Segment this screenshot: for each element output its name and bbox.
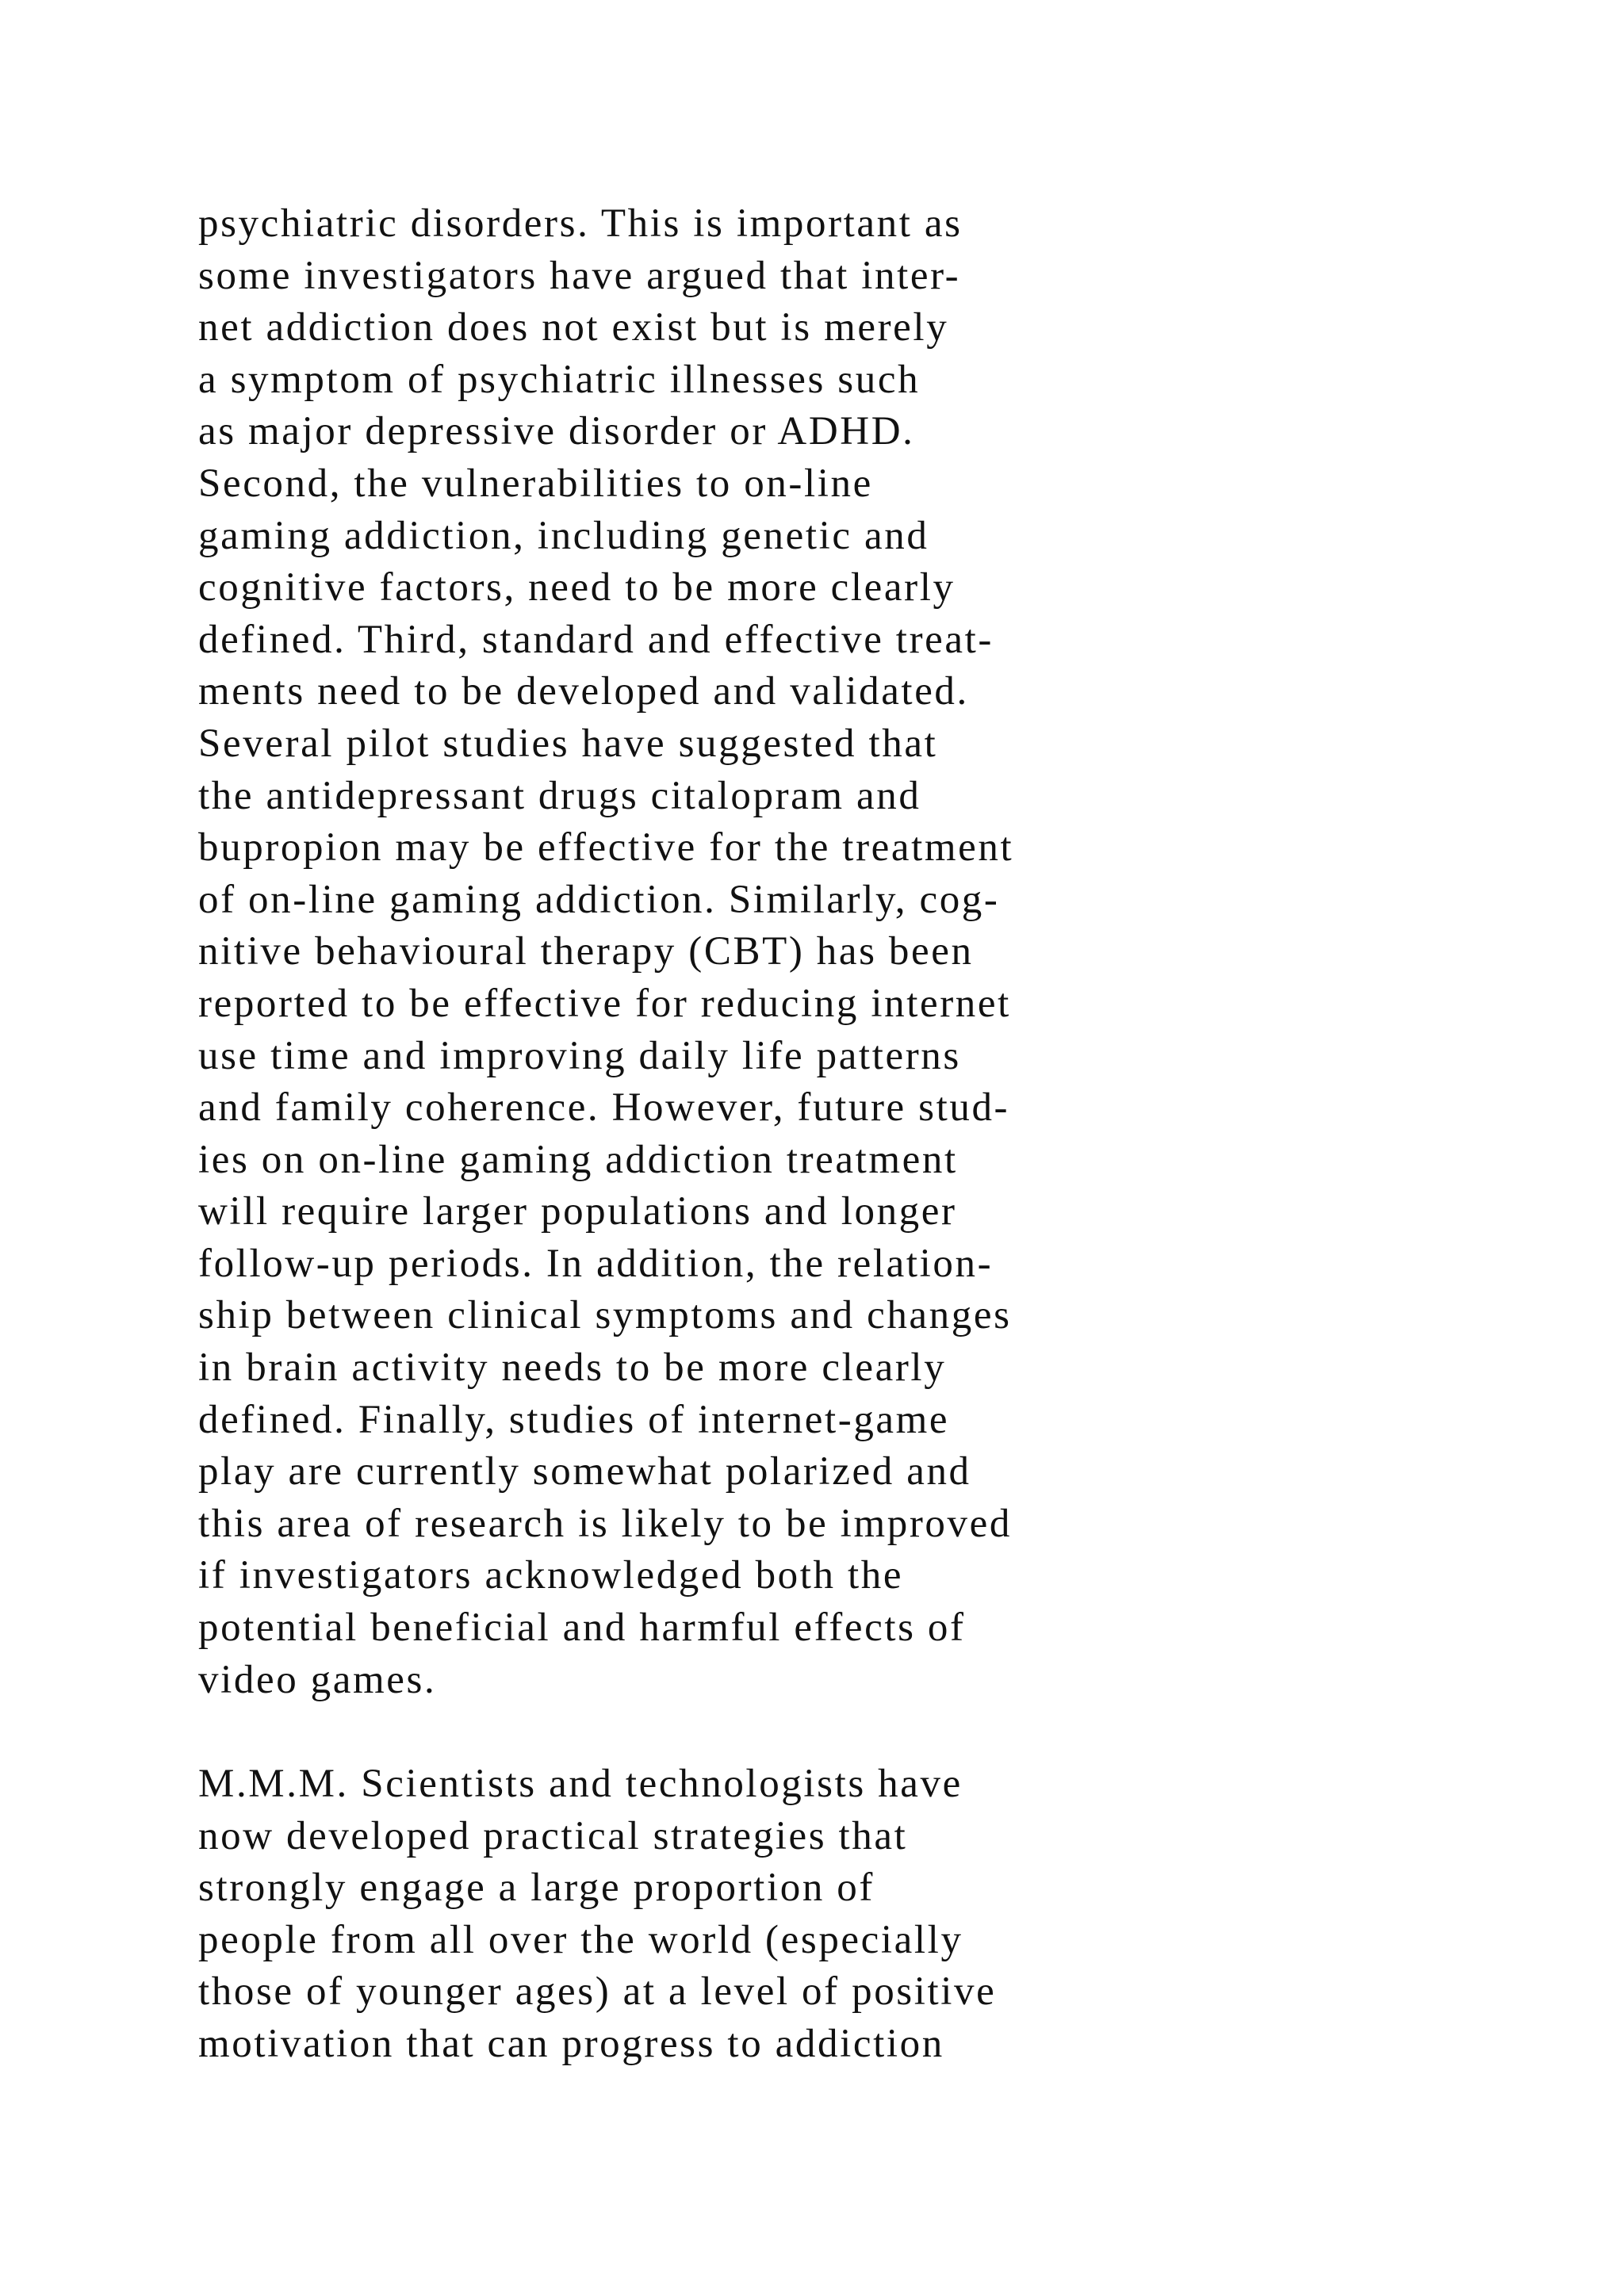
text-line: motivation that can progress to addiction: [198, 2021, 944, 2066]
text-line: Second, the vulnerabilities to on-line: [198, 461, 873, 506]
text-line: of on-line gaming addiction. Similarly, cog-: [198, 877, 1000, 922]
text-line: ments need to be developed and validated.: [198, 669, 969, 714]
text-line: net addiction does not exist but is merely: [198, 305, 949, 350]
text-line: will require larger populations and longer: [198, 1189, 957, 1234]
text-line: if investigators acknowledged both the: [198, 1553, 904, 1598]
text-line: bupropion may be effective for the treatment: [198, 825, 1014, 871]
text-line: M.M.M. Scientists and technologists have: [198, 1762, 963, 1806]
text-line: in brain activity needs to be more clearly: [198, 1345, 947, 1391]
body-paragraph-2: [198, 1758, 1308, 2071]
text-line: this area of research is likely to be improved: [198, 1501, 1012, 1546]
text-line: nitive behavioural therapy (CBT) has been: [198, 929, 974, 974]
text-line: ies on on-line gaming addiction treatment: [198, 1137, 958, 1182]
text-line: some investigators have argued that inter-: [198, 253, 961, 298]
text-line: gaming addiction, including genetic and: [198, 513, 929, 558]
text-line: strongly engage a large proportion of: [198, 1866, 875, 1911]
text-line: defined. Finally, studies of internet-game: [198, 1397, 950, 1442]
text-line: play are currently somewhat polarized and: [198, 1449, 971, 1494]
text-line: and family coherence. However, future stud-: [198, 1085, 1010, 1131]
text-line: video games.: [198, 1657, 437, 1702]
text-line: defined. Third, standard and effective treat-: [198, 617, 994, 662]
text-line: use time and improving daily life patterns: [198, 1033, 961, 1078]
text-line: follow-up periods. In addition, the relation-: [198, 1241, 994, 1286]
text-line: a symptom of psychiatric illnesses such: [198, 357, 921, 402]
text-line: reported to be effective for reducing internet: [198, 981, 1011, 1026]
text-line: Several pilot studies have suggested that: [198, 721, 938, 766]
text-line: cognitive factors, need to be more clearly: [198, 565, 956, 610]
text-line: potential beneficial and harmful effects of: [198, 1605, 966, 1651]
text-line: people from all over the world (especially: [198, 1917, 963, 1962]
text-line: those of younger ages) at a level of positive: [198, 1969, 997, 2015]
text-line: now developed practical strategies that: [198, 1813, 908, 1858]
text-line: psychiatric disorders. This is important as: [198, 201, 963, 246]
body-paragraph-1: [198, 198, 1308, 1706]
text-line: as major depressive disorder or ADHD.: [198, 409, 915, 454]
text-line: the antidepressant drugs citalopram and: [198, 773, 921, 818]
text-line: ship between clinical symptoms and changes: [198, 1293, 1012, 1338]
